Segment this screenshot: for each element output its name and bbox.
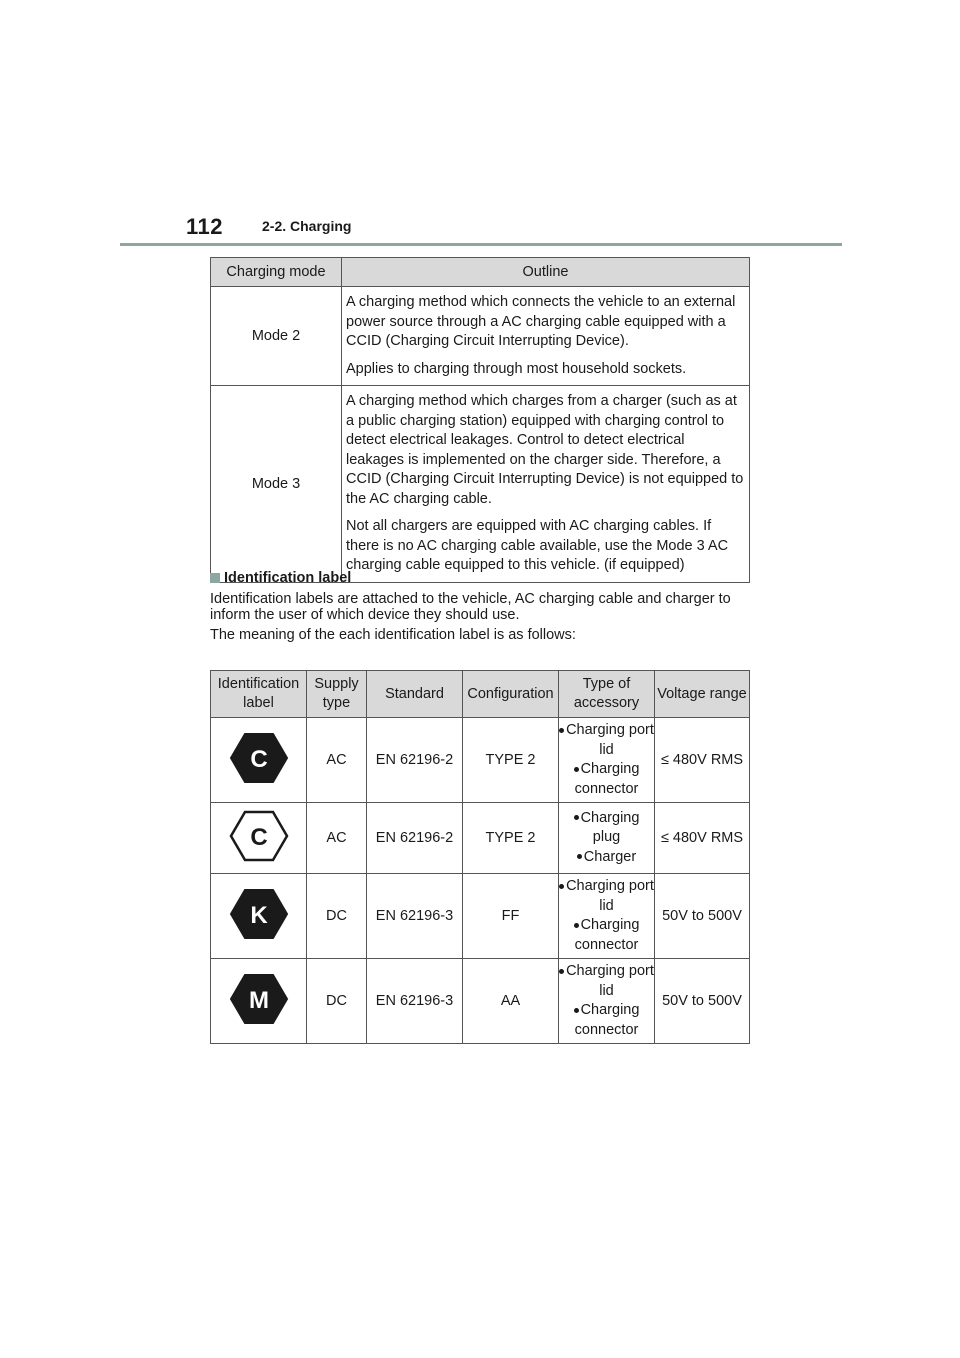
column-header: Charging mode xyxy=(211,258,342,287)
accessory-cell xyxy=(559,803,655,874)
accessory-item: Charging connector xyxy=(574,917,640,953)
svg-text:M: M xyxy=(248,987,269,1014)
accessory-item: Charging plug xyxy=(559,809,654,848)
voltage-cell: 50V to 500V xyxy=(655,874,750,959)
identification-labels-table xyxy=(210,670,750,1044)
outline-cell xyxy=(342,287,750,386)
outline-paragraph: A charging method which connects the vehicle to an external power source through a AC charging cable equipped with a CCID (Charging Circuit Interrupting Device). xyxy=(346,294,736,349)
table-row xyxy=(211,287,750,386)
column-header: Standard xyxy=(367,671,463,718)
identification-heading-text: Identification label xyxy=(224,570,352,586)
outline-paragraph: Not all chargers are equipped with AC charging cables. If there is no AC charging cable available, use the Mode 3 AC charging cable equipped to this vehicle. (if equipped) xyxy=(346,518,729,573)
table-row xyxy=(211,959,750,1044)
bullet-icon xyxy=(559,884,564,889)
accessory-cell xyxy=(559,718,655,803)
column-header: Supply type xyxy=(307,671,367,718)
column-header: Type of accessory xyxy=(559,671,655,718)
voltage-cell: ≤ 480V RMS xyxy=(655,803,750,874)
supply-cell: AC xyxy=(307,718,367,803)
square-bullet-icon xyxy=(210,573,220,583)
bullet-icon xyxy=(574,767,579,772)
bullet-icon xyxy=(574,1008,579,1013)
supply-cell: DC xyxy=(307,874,367,959)
accessory-item: Charging connector xyxy=(574,1002,640,1038)
configuration-cell: TYPE 2 xyxy=(463,718,559,803)
label-cell xyxy=(211,718,307,803)
outline-paragraph: A charging method which charges from a charger (such as at a public charging station) equipped with charging control to detect electrical leakages. Control to detect electrical leakages is implemented on the charger side. Therefore, a CCID (Charging Circuit Interrupting Device) is not equipped to the AC charging cable. xyxy=(346,393,744,507)
standard-cell: EN 62196-3 xyxy=(367,959,463,1044)
table-header-row xyxy=(211,671,750,718)
outline-paragraph: Applies to charging through most household sockets. xyxy=(346,360,687,377)
table-header-row xyxy=(211,258,750,287)
accessory-cell xyxy=(559,959,655,1044)
standard-cell: EN 62196-2 xyxy=(367,803,463,874)
bullet-icon xyxy=(574,815,579,820)
label-cell xyxy=(211,803,307,874)
identification-heading xyxy=(210,570,351,586)
accessory-item: Charging connector xyxy=(574,761,640,797)
charging-modes-table xyxy=(210,257,750,583)
bullet-icon xyxy=(559,728,564,733)
bullet-icon xyxy=(577,854,582,859)
table-row xyxy=(211,718,750,803)
column-header: Identification label xyxy=(211,671,307,718)
table-row xyxy=(211,386,750,583)
accessory-item: Charging port lid xyxy=(559,877,654,916)
svg-text:C: C xyxy=(249,746,268,773)
section-title: 2-2. Charging xyxy=(262,218,352,234)
accessory-item: Charger xyxy=(559,848,654,868)
hexagon-m-filled-icon xyxy=(229,973,289,1025)
bullet-icon xyxy=(559,969,564,974)
configuration-cell: TYPE 2 xyxy=(463,803,559,874)
identification-intro: Identification labels are attached to the vehicle, AC charging cable and charger to inform the user of which device they should use. xyxy=(210,591,731,623)
accessory-item: Charging port lid xyxy=(559,962,654,1001)
configuration-cell: FF xyxy=(463,874,559,959)
mode-cell: Mode 3 xyxy=(211,386,342,583)
accessory-cell xyxy=(559,874,655,959)
accessory-item: Charging port lid xyxy=(559,721,654,760)
mode-cell: Mode 2 xyxy=(211,287,342,386)
table-row xyxy=(211,803,750,874)
hexagon-c-outline-icon xyxy=(229,810,289,862)
identification-intro-2: The meaning of the each identification label is as follows: xyxy=(210,627,576,643)
label-cell xyxy=(211,874,307,959)
column-header: Outline xyxy=(342,258,750,287)
standard-cell: EN 62196-2 xyxy=(367,718,463,803)
voltage-cell: ≤ 480V RMS xyxy=(655,718,750,803)
voltage-cell: 50V to 500V xyxy=(655,959,750,1044)
svg-text:K: K xyxy=(249,902,268,929)
column-header: Configuration xyxy=(463,671,559,718)
supply-cell: DC xyxy=(307,959,367,1044)
bullet-icon xyxy=(574,923,579,928)
header-divider xyxy=(120,243,842,246)
outline-cell xyxy=(342,386,750,583)
table-row xyxy=(211,874,750,959)
label-cell xyxy=(211,959,307,1044)
page-number: 112 xyxy=(186,214,223,239)
standard-cell: EN 62196-3 xyxy=(367,874,463,959)
svg-text:C: C xyxy=(249,824,268,851)
configuration-cell: AA xyxy=(463,959,559,1044)
column-header: Voltage range xyxy=(655,671,750,718)
hexagon-c-filled-icon xyxy=(229,732,289,784)
supply-cell: AC xyxy=(307,803,367,874)
hexagon-k-filled-icon xyxy=(229,888,289,940)
